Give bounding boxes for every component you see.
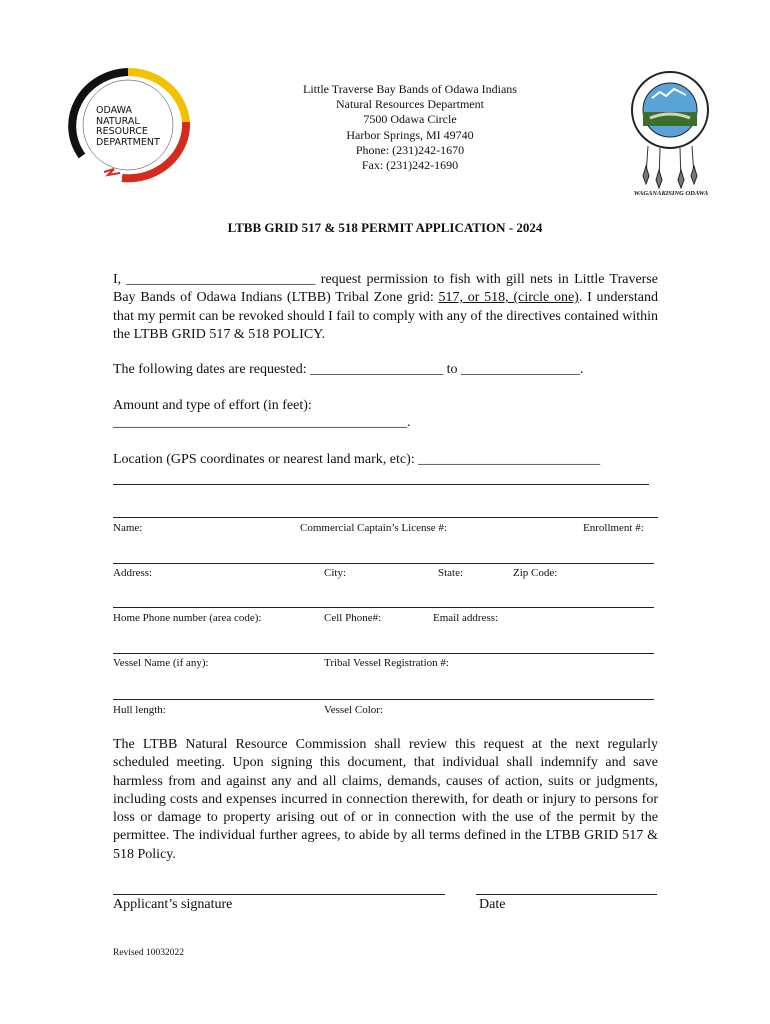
ltbb-seal-graphic: [620, 58, 720, 198]
name-input-line[interactable]: [113, 517, 658, 518]
vessel-color-label: Vessel Color:: [324, 704, 383, 716]
home-phone-label: Home Phone number (area code):: [113, 612, 262, 624]
hull-input-line[interactable]: [113, 699, 654, 700]
location-input-line-2[interactable]: [113, 484, 649, 485]
address-line-3: 7500 Odawa Circle: [363, 112, 457, 127]
state-label: State:: [438, 567, 464, 579]
date-label: Date: [479, 897, 506, 912]
date-input-line[interactable]: [476, 894, 657, 895]
hull-length-label: Hull length:: [113, 704, 166, 716]
address-line-6: Fax: (231)242-1690: [361, 158, 459, 173]
signature-input-line[interactable]: [113, 894, 445, 895]
address-line-4: Harbor Springs, MI 49740: [346, 127, 474, 142]
page-title: LTBB GRID 517 & 518 PERMIT APPLICATION - 2024: [227, 220, 543, 235]
effort-input-line[interactable]: __________________________________________.: [113, 415, 411, 430]
left-logo-line-3: RESOURCE: [96, 126, 148, 137]
cell-phone-label: Cell Phone#:: [324, 612, 382, 624]
address-input-line[interactable]: [113, 563, 654, 564]
captain-license-label: Commercial Captain’s License #:: [300, 522, 447, 534]
zip-code-label: Zip Code:: [513, 567, 558, 579]
address-line-2: Natural Resources Department: [336, 97, 484, 112]
department-address: [250, 82, 570, 173]
revision-note: Revised 10032022: [113, 948, 184, 958]
vessel-name-label: Vessel Name (if any):: [113, 657, 209, 669]
tribal-vessel-registration-label: Tribal Vessel Registration #:: [324, 657, 449, 669]
effort-label: Amount and type of effort (in feet):: [113, 398, 312, 413]
signature-label: Applicant’s signature: [113, 897, 233, 912]
city-label: City:: [324, 567, 347, 579]
address-line-1: Little Traverse Bay Bands of Odawa Indians: [303, 82, 517, 96]
left-logo-line-2: NATURAL: [96, 115, 140, 127]
permit-request-paragraph: [113, 271, 658, 344]
indemnification-paragraph: The LTBB Natural Resource Commission shall review this request at the next regularly scheduled meeting. Upon signing this document, that individual shall indemnify and save harmless from and against any and all claims, demands, causes of action, suits or judgments, including costs and expenses incurred in connection therewith, for death or injury to persons for loss or damage to property arising out of or in connection with the use of the permit by the permittee. The individual further agrees, to abide by all terms defined in the LTBB GRID 517 & 518 Policy.: [113, 737, 658, 862]
location-line[interactable]: Location (GPS coordinates or nearest land mark, etc): __________________________: [113, 452, 601, 467]
intro-text-start: I, ___________________________ request permission to fish with gill nets in Little Traverse Bay Bands of Odawa Indians (LTBB) Tribal Zone grid:: [113, 272, 658, 306]
enrollment-label: Enrollment #:: [583, 522, 644, 534]
email-label: Email address:: [433, 612, 499, 624]
left-logo-line-1: ODAWA: [96, 105, 132, 116]
dates-requested-line[interactable]: The following dates are requested: ___________________ to _________________.: [113, 362, 584, 377]
left-logo-line-4: DEPARTMENT: [96, 136, 160, 148]
intro-text-end: . I understand that my permit can be revoked should I fail to comply with any of the directives contained within the LTBB GRID 517 & 518 POLICY.: [113, 290, 658, 342]
address-label: Address:: [113, 567, 153, 579]
address-line-5: Phone: (231)242-1670: [355, 142, 465, 157]
left-logo-text: [96, 106, 160, 148]
vessel-input-line[interactable]: [113, 653, 654, 654]
ltbb-tribal-seal: [620, 58, 720, 203]
phone-input-line[interactable]: [113, 607, 654, 608]
grid-choice-text: 517, or 518, (circle one): [438, 290, 579, 306]
name-label: Name:: [113, 522, 143, 534]
seal-caption: WAGANAKISING ODAWA: [633, 190, 709, 197]
